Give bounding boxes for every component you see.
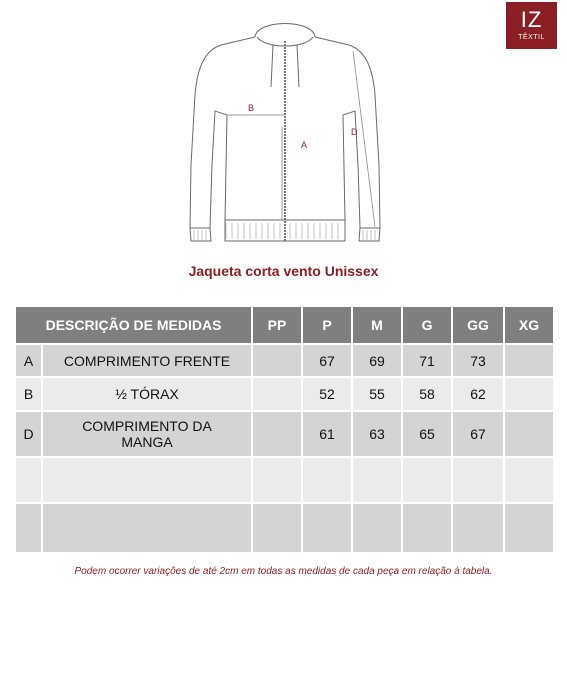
brand-logo-text: IZ — [520, 7, 543, 32]
size-chart-table — [14, 305, 555, 554]
cell-g — [402, 503, 452, 553]
row-description: COMPRIMENTO DA MANGA — [42, 411, 252, 457]
row-code — [15, 457, 42, 503]
table-row — [15, 411, 554, 457]
row-code: A — [15, 344, 42, 377]
row-code: B — [15, 377, 42, 411]
row-description: ½ TÓRAX — [42, 377, 252, 411]
cell-xg — [504, 344, 554, 377]
header-description: DESCRIÇÃO DE MEDIDAS — [15, 306, 252, 344]
product-title: Jaqueta corta vento Unissex — [188, 263, 379, 279]
cell-pp — [252, 457, 302, 503]
brand-logo-subtext: TÊXTIL — [518, 34, 545, 41]
row-description — [42, 457, 252, 503]
cell-pp — [252, 377, 302, 411]
measure-label-b: B — [248, 103, 255, 113]
measure-label-d: D — [351, 127, 358, 137]
table-row — [15, 344, 554, 377]
cell-m: 69 — [352, 344, 402, 377]
measurement-disclaimer: Podem ocorrer variações de até 2cm em todas as medidas de cada peça em relação à tabela. — [74, 566, 493, 577]
row-code: D — [15, 411, 42, 457]
row-description: COMPRIMENTO FRENTE — [42, 344, 252, 377]
cell-xg — [504, 377, 554, 411]
cell-g — [402, 457, 452, 503]
cell-m: 55 — [352, 377, 402, 411]
cell-m — [352, 457, 402, 503]
cell-g: 65 — [402, 411, 452, 457]
cell-pp — [252, 344, 302, 377]
cell-p — [302, 503, 352, 553]
cell-m: 63 — [352, 411, 402, 457]
cell-xg — [504, 503, 554, 553]
header-size-m: M — [352, 306, 402, 344]
table-header-row — [15, 306, 554, 344]
cell-pp — [252, 503, 302, 553]
header-size-g: G — [402, 306, 452, 344]
cell-g: 58 — [402, 377, 452, 411]
header-size-p: P — [302, 306, 352, 344]
brand-logo — [506, 2, 557, 49]
row-description — [42, 503, 252, 553]
cell-p: 52 — [302, 377, 352, 411]
cell-m — [352, 503, 402, 553]
cell-p: 67 — [302, 344, 352, 377]
header-size-gg: GG — [452, 306, 504, 344]
cell-pp — [252, 411, 302, 457]
table-row — [15, 503, 554, 553]
measure-label-a: A — [301, 140, 308, 150]
table-row — [15, 457, 554, 503]
cell-gg: 62 — [452, 377, 504, 411]
cell-xg — [504, 457, 554, 503]
cell-p: 61 — [302, 411, 352, 457]
row-code — [15, 503, 42, 553]
cell-gg — [452, 457, 504, 503]
cell-gg — [452, 503, 504, 553]
header-size-xg: XG — [504, 306, 554, 344]
jacket-technical-drawing — [185, 15, 385, 250]
cell-g: 71 — [402, 344, 452, 377]
cell-gg: 67 — [452, 411, 504, 457]
header-size-pp: PP — [252, 306, 302, 344]
cell-xg — [504, 411, 554, 457]
cell-gg: 73 — [452, 344, 504, 377]
table-row — [15, 377, 554, 411]
cell-p — [302, 457, 352, 503]
